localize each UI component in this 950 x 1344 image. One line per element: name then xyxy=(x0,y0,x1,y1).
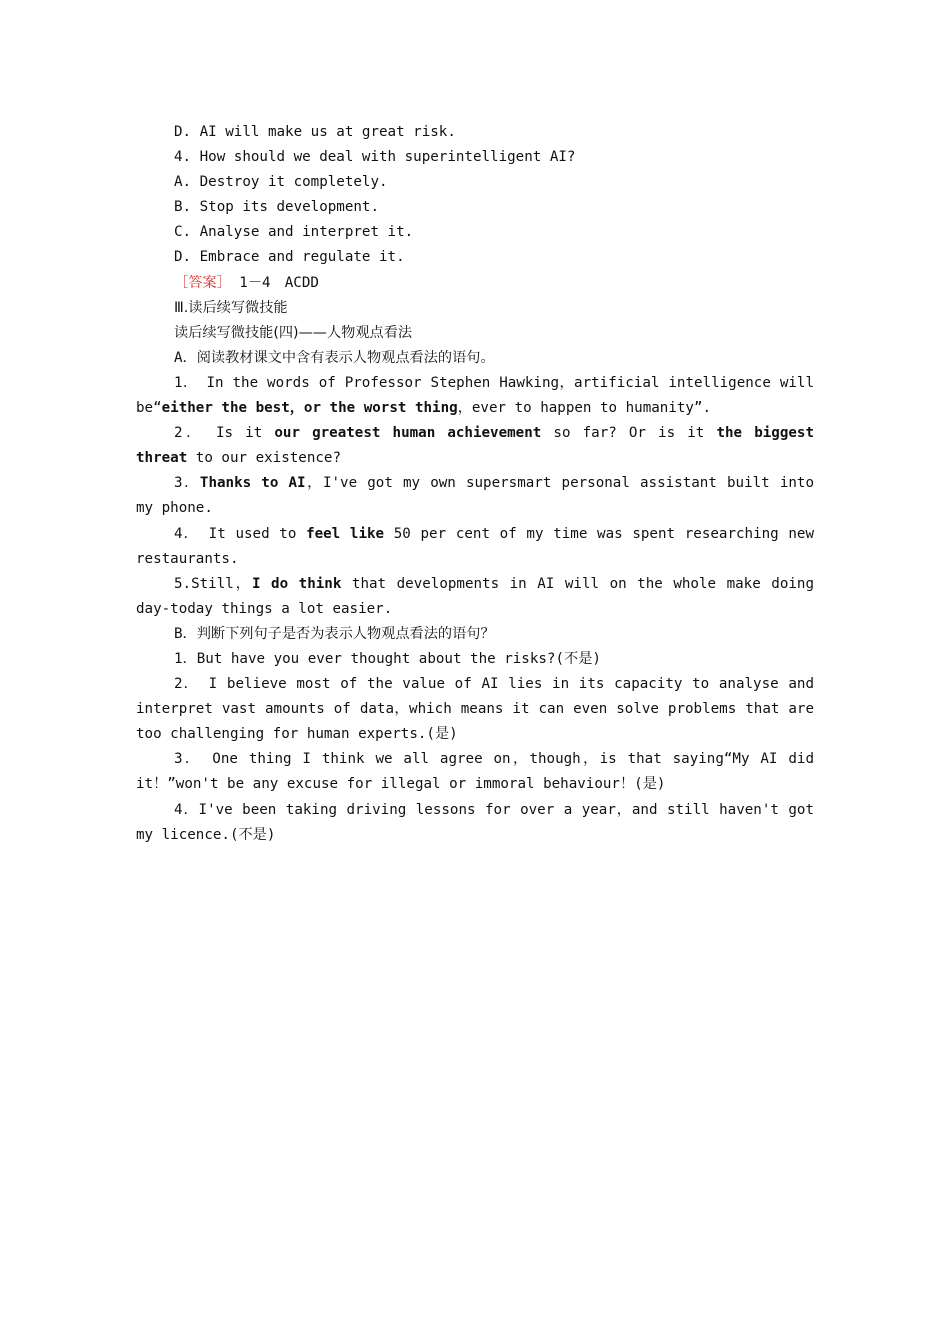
sentence-text: to our existence? xyxy=(187,450,341,467)
sentence-text: 4． It used to xyxy=(174,525,307,542)
answer-line xyxy=(136,271,814,296)
q4-option-a: A. Destroy it completely. xyxy=(174,174,388,191)
part-a-sentence-2 xyxy=(136,421,814,471)
sentence-text: ，ever to happen to humanity”. xyxy=(457,400,712,417)
sentence-keyword: Thanks to AI xyxy=(199,475,306,492)
sentence-keyword: either the best，or the worst thing xyxy=(161,400,458,417)
sentence-text: 50 per cent of my time was spent researching new restaurants. xyxy=(136,525,814,567)
answer-text: 1－4 ACDD xyxy=(230,274,319,291)
part-a-sentence-3 xyxy=(136,471,814,521)
section-heading: Ⅲ.读后续写微技能 xyxy=(174,299,288,316)
part-b-item-1: 1．But have you ever thought about the risks?(不是) xyxy=(174,650,601,667)
sentence-text: 3． xyxy=(174,475,200,492)
sentence-text: 2． Is it xyxy=(174,425,275,442)
q4-option-d: D. Embrace and regulate it. xyxy=(174,249,405,266)
sentence-text: ，I've got my own supersmart personal assistant built into my phone. xyxy=(136,475,814,517)
q4-option-c: C. Analyse and interpret it. xyxy=(174,224,414,241)
part-a-sentence-1 xyxy=(136,371,814,421)
q4-option-b: B. Stop its development. xyxy=(174,199,379,216)
sentence-text: so far? Or is it xyxy=(541,425,717,442)
document-body xyxy=(136,120,814,848)
sentence-keyword: our greatest human achievement xyxy=(274,425,542,442)
part-b-item-2: 2． I believe most of the value of AI lies in its capacity to analyse and interpret vast amounts of data，which means it can even solve problems that are too challenging for human experts.(是) xyxy=(136,676,814,743)
part-b-instruction: B．判断下列句子是否为表示人物观点看法的语句？ xyxy=(174,625,495,642)
sentence-text: that developments in AI will on the whole make doing day-today things a lot easier. xyxy=(136,575,814,617)
skill-title: 读后续写微技能(四)——人物观点看法 xyxy=(174,324,413,341)
part-a-sentence-5 xyxy=(136,572,814,622)
q4-question: 4. How should we deal with superintelligent AI? xyxy=(174,149,576,166)
answer-label: ［答案］ xyxy=(174,274,231,291)
part-a-sentence-4 xyxy=(136,522,814,572)
q3-option-d: D. AI will make us at great risk. xyxy=(174,124,456,140)
sentence-keyword: the biggest threat xyxy=(136,425,814,467)
part-b-item-4: 4．I've been taking driving lessons for over a year，and still haven't got my licence.(不是) xyxy=(136,801,814,843)
part-a-instruction: A．阅读教材课文中含有表示人物观点看法的语句。 xyxy=(174,349,495,366)
sentence-keyword: I do think xyxy=(251,575,342,592)
sentence-text: 1． In the words of Professor Stephen Hawking，artificial intelligence will be“ xyxy=(136,374,814,417)
sentence-text: 5.Still， xyxy=(174,575,252,592)
sentence-keyword: feel like xyxy=(306,525,385,542)
part-b-item-3: 3． One thing I think we all agree on，though，is that saying“My AI did it！”won't be any excuse for illegal or immoral behaviour！(是) xyxy=(136,751,814,793)
